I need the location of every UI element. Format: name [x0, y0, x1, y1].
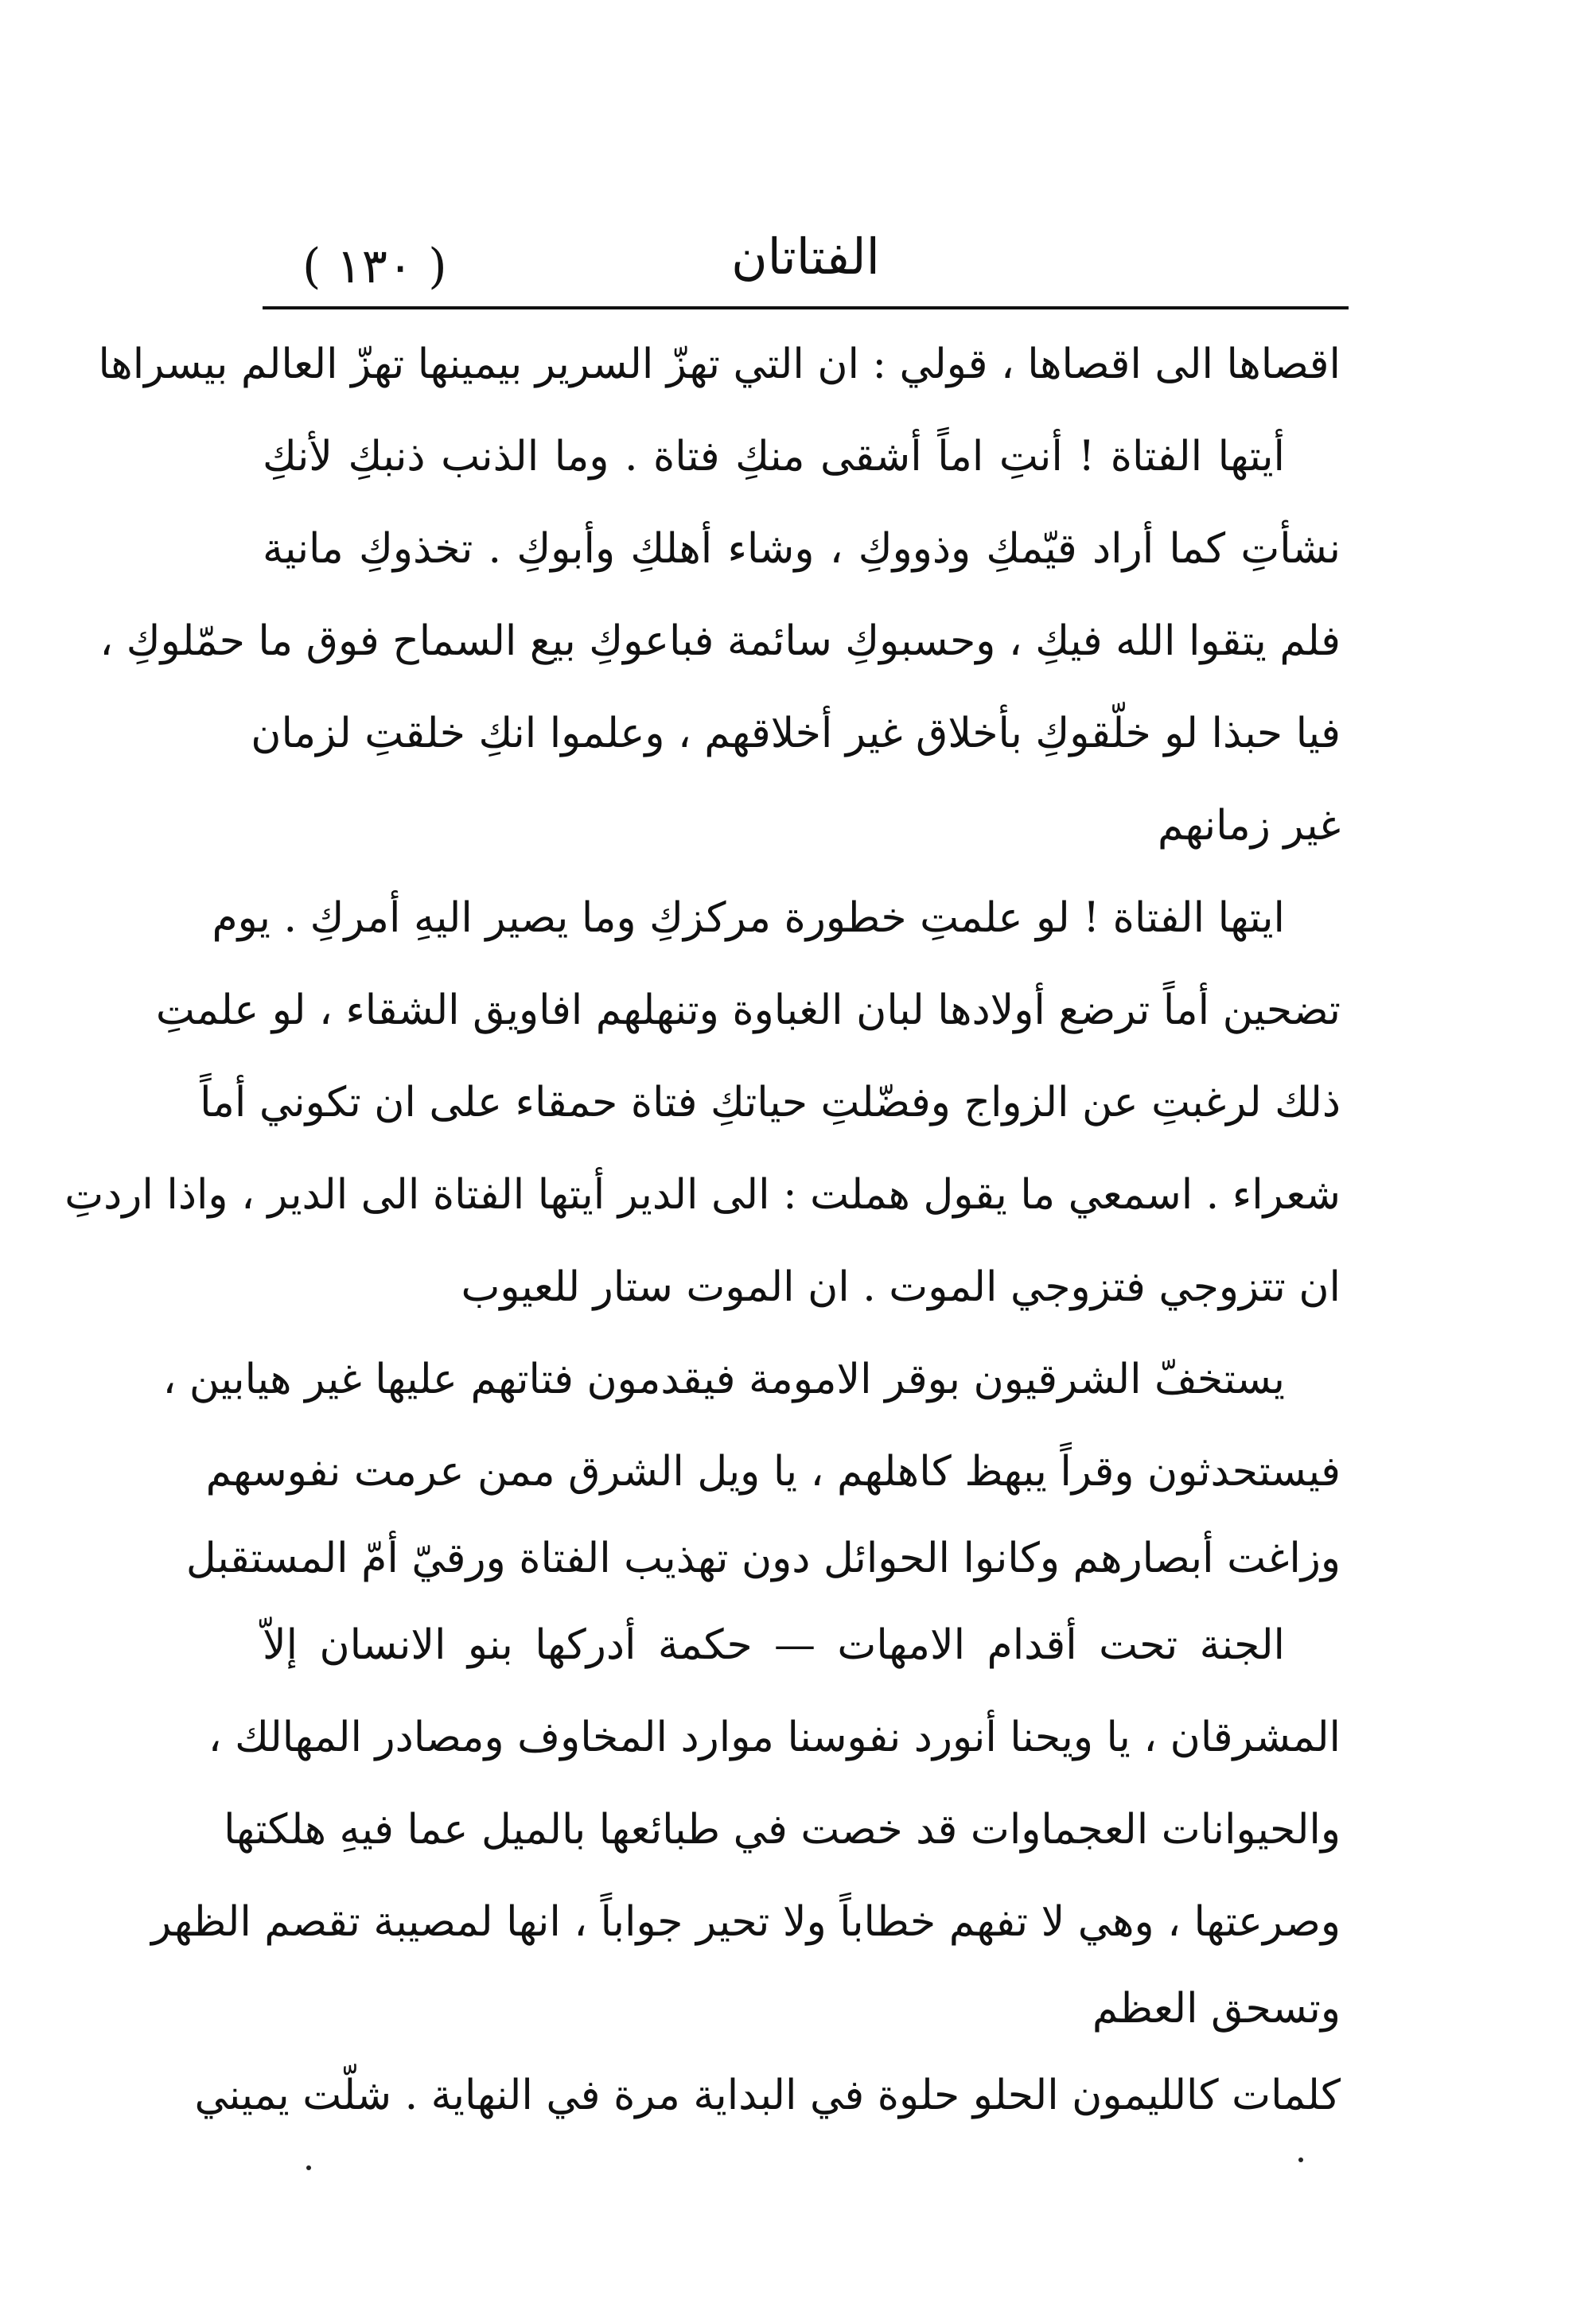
- text-line: وتسحق العظم: [1092, 1985, 1341, 2033]
- page-number: ( ١٣٠ ): [302, 239, 447, 294]
- text-line: الجنة تحت أقدام الامهات — حكمة أدركها بنو الانسان إلاّ: [263, 1621, 1285, 1669]
- text-line: يستخفّ الشرقيون بوقر الامومة فيقدمون فتاتهم عليها غير هيابين ،: [162, 1356, 1285, 1403]
- text-line: تضحين أماً ترضع أولادها لبان الغباوة وتنهلهم افاويق الشقاء ، لو علمتِ: [155, 986, 1341, 1034]
- text-line: فيا حبذا لو خلّقوكِ بأخلاق غير أخلاقهم ، وعلموا انكِ خلقتِ لزمان: [251, 710, 1341, 757]
- scan-speck: [306, 2165, 311, 2170]
- text-line: وزاغت أبصارهم وكانوا الحوائل دون تهذيب الفتاة ورقيّ أمّ المستقبل: [185, 1535, 1341, 1582]
- running-title: الفتاتان: [731, 228, 880, 286]
- text-line: كلمات كالليمون الحلو حلوة في البداية مرة في النهاية . شلّت يميني: [194, 2072, 1341, 2119]
- text-line: المشرقان ، يا ويحنا أنورد نفوسنا موارد المخاوف ومصادر المهالك ،: [208, 1714, 1341, 1761]
- body-text: [64, 318, 1341, 2142]
- text-line: ان تتزوجي فتزوجي الموت . ان الموت ستار للعيوب: [461, 1263, 1341, 1311]
- text-line: شعراء . اسمعي ما يقول هملت : الى الدير أيتها الفتاة الى الدير ، واذا اردتِ: [64, 1171, 1341, 1219]
- text-line: ايتها الفتاة ! لو علمتِ خطورة مركزكِ وما يصير اليهِ أمركِ . يوم: [212, 894, 1285, 942]
- text-line: وصرعتها ، وهي لا تفهم خطاباً ولا تحير جواباً ، انها لمصيبة تقصم الظهر: [151, 1898, 1341, 1946]
- text-line: فلم يتقوا الله فيكِ ، وحسبوكِ سائمة فباعوكِ بيع السماح فوق ما حمّلوكِ ،: [99, 617, 1341, 665]
- header-rule: [263, 306, 1349, 309]
- text-line: نشأتِ كما أراد قيّمكِ وذووكِ ، وشاء أهلكِ وأبوكِ . تخذوكِ مانية: [263, 525, 1341, 573]
- text-line: والحيوانات العجماوات قد خصت في طبائعها بالميل عما فيهِ هلكتها: [224, 1806, 1341, 1854]
- text-line: فيستحدثون وقراً يبهظ كاهلهم ، يا ويل الشرق ممن عرمت نفوسهم: [205, 1448, 1341, 1496]
- text-line: ذلك لرغبتِ عن الزواج وفضّلتِ حياتكِ فتاة حمقاء على ان تكوني أماً: [200, 1079, 1341, 1126]
- text-line: أيتها الفتاة ! أنتِ اماً أشقى منكِ فتاة . وما الذنب ذنبكِ لأنكِ: [263, 433, 1285, 481]
- page-header: [263, 223, 1349, 302]
- scan-speck: [1298, 2157, 1303, 2162]
- text-line: اقصاها الى اقصاها ، قولي : ان التي تهزّ السرير بيمينها تهزّ العالم بيسراها: [98, 340, 1341, 388]
- text-line: غير زمانهم: [1158, 802, 1341, 850]
